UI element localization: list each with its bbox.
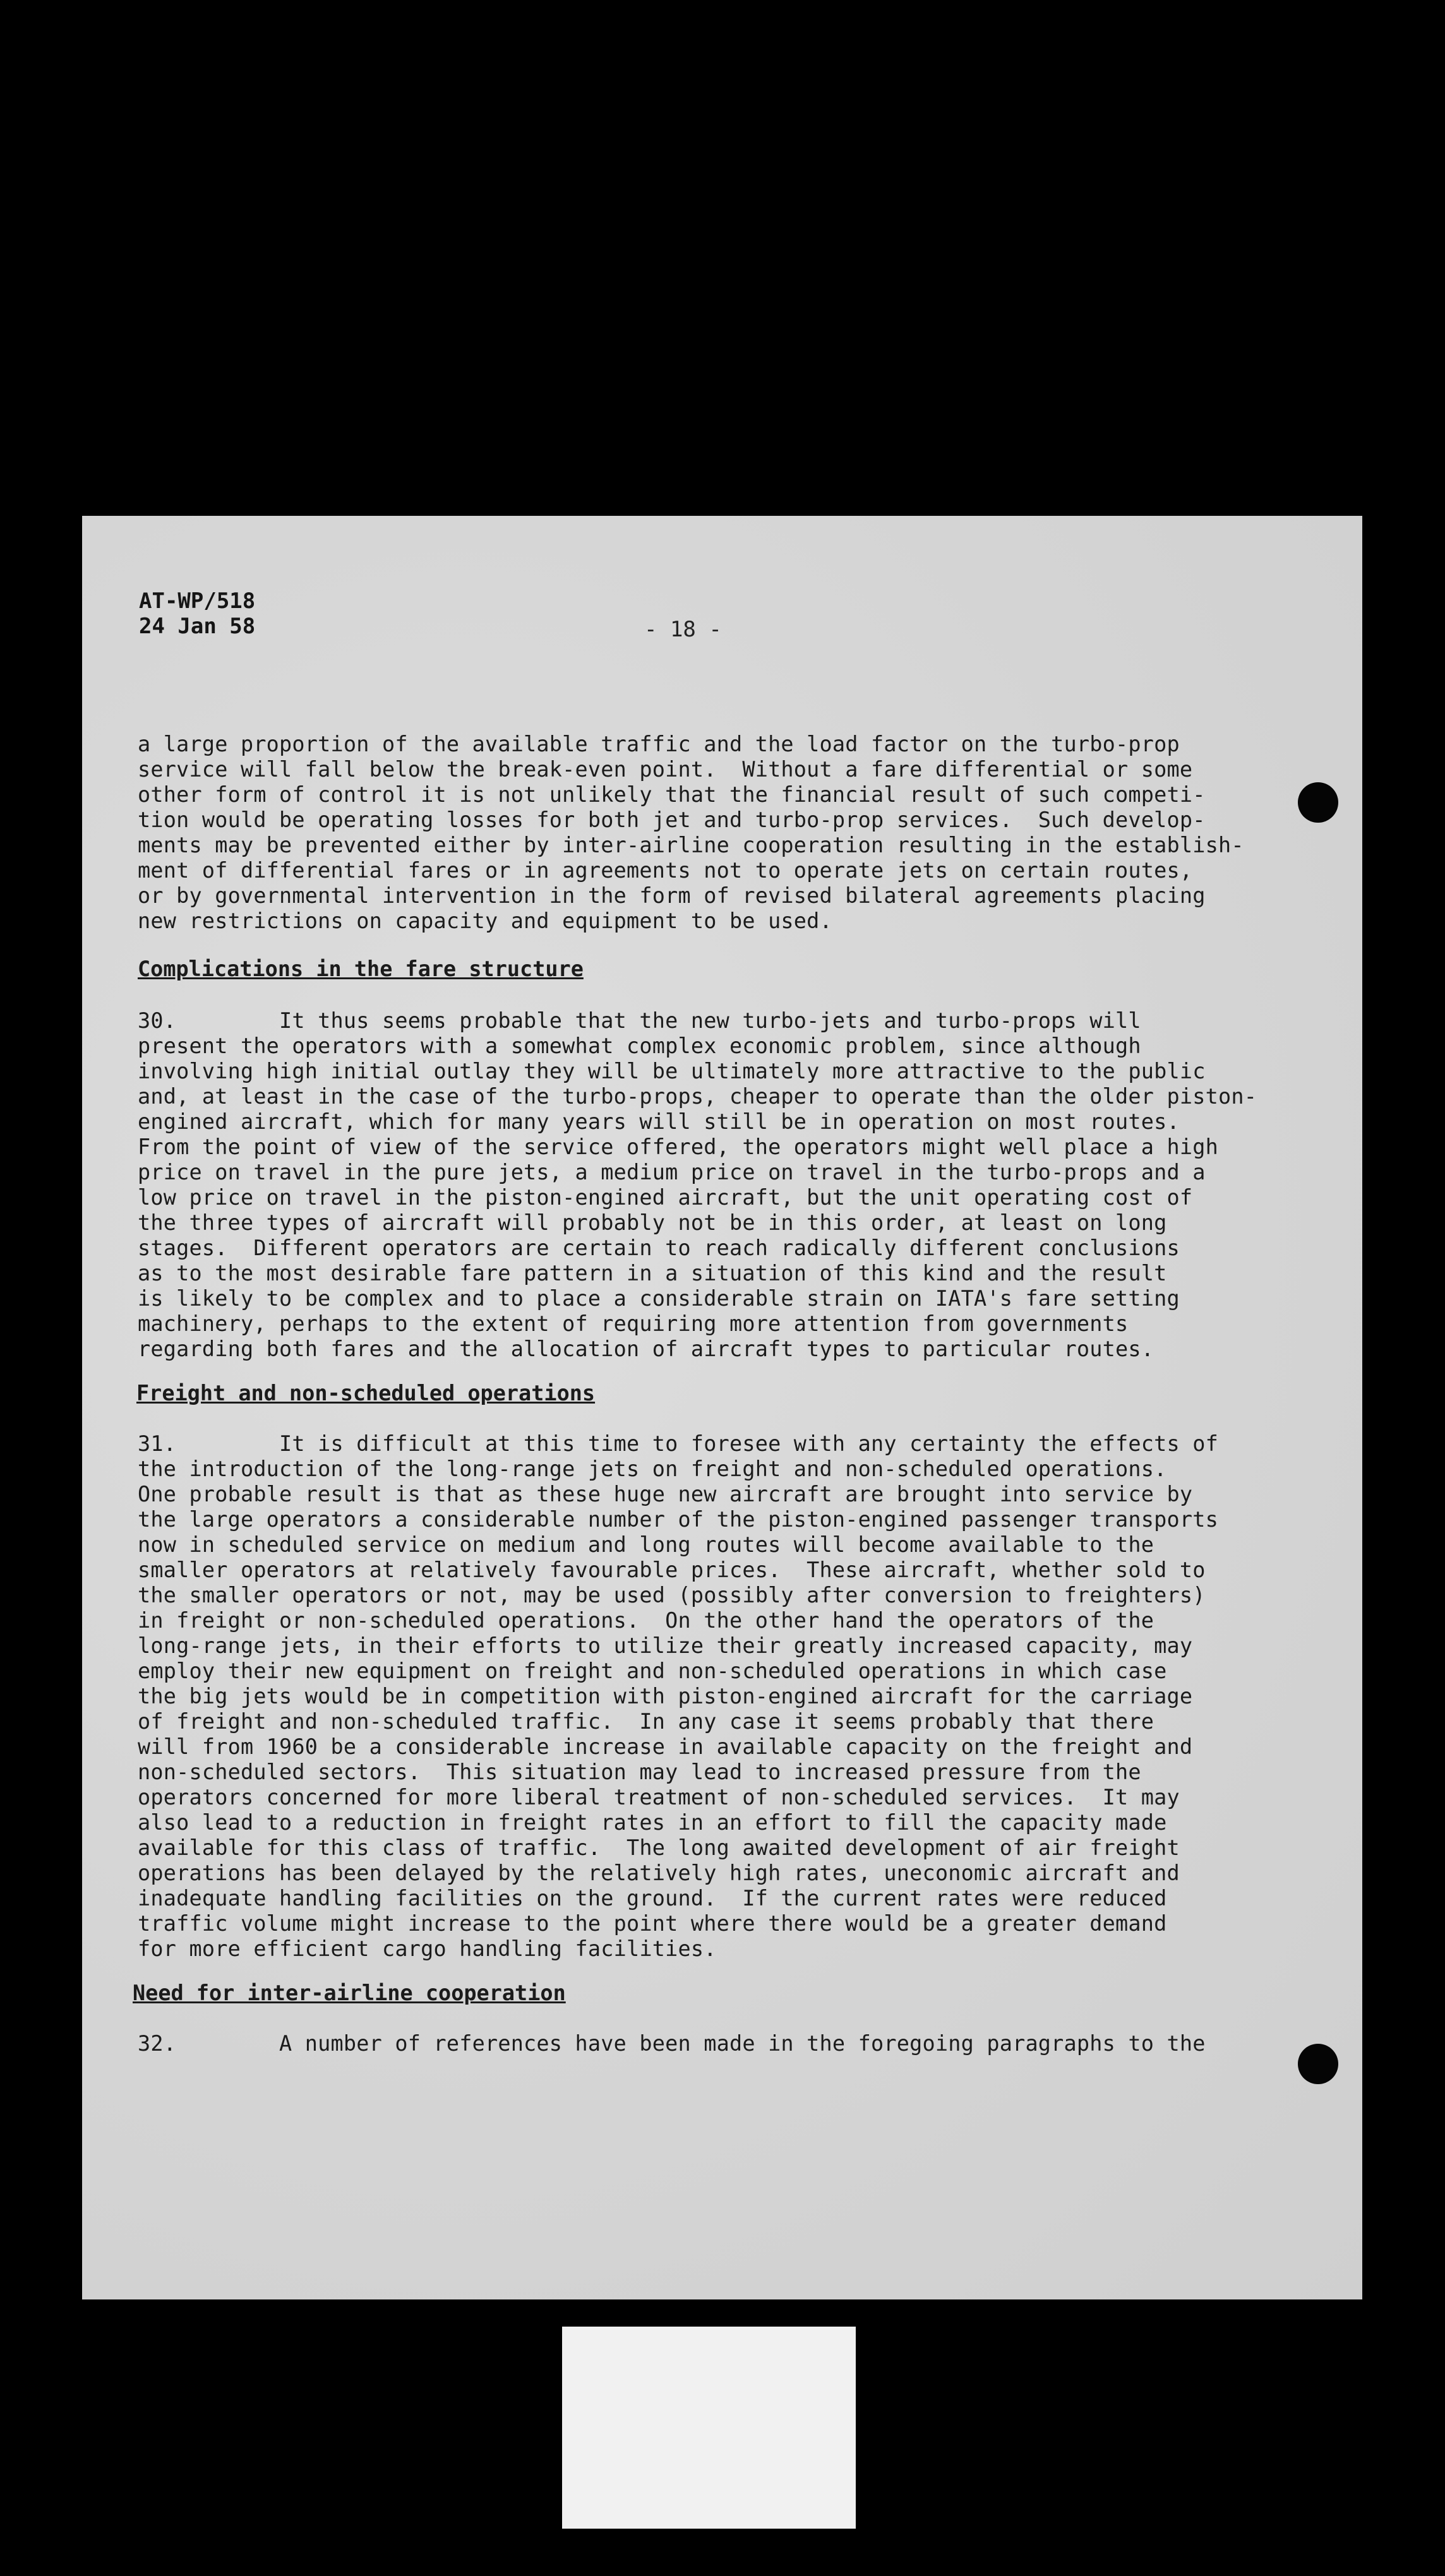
page-number: - 18 - xyxy=(644,617,722,642)
paragraph-31: 31. It is difficult at this time to foresee with any certainty the effects of the introduction of the long-range jets on freight and non-scheduled operations. One probable result is that as these huge new aircraft are brought into service by the large operators a considerable number of the piston-engined passenger transports now in scheduled service on medium and long routes will become available to the smaller operators at relatively favourable prices. These aircraft, whether sold to the smaller operators or not, may be used (possibly after conversion to freighters) in freight or non-scheduled operations. On the other hand the operators of the long-range jets, in their efforts to utilize their greatly increased capacity, may employ their new equipment on freight and non-scheduled operations in which case the big jets would be in competition with piston-engined aircraft for the carriage of freight and non-scheduled traffic. In any case it seems probably that there will from 1960 be a considerable increase in available capacity on the freight and non-scheduled sectors. This situation may lead to increased pressure from the operators concerned for more liberal treatment of non-scheduled services. It may also lead to a reduction in freight rates in an effort to fill the capacity made available for this class of traffic. The long awaited development of air freight operations has been delayed by the relatively high rates, uneconomic aircraft and inadequate handling facilities on the ground. If the current rates were reduced traffic volume might increase to the point where there would be a greater demand for more efficient cargo handling facilities. xyxy=(138,1431,1218,1961)
document-reference xyxy=(139,588,255,639)
document-date: 24 Jan 58 xyxy=(139,614,256,639)
reference-code: AT-WP/518 xyxy=(139,588,256,614)
section-heading-cooperation: Need for inter-airline cooperation xyxy=(133,1981,566,2005)
section-heading-freight: Freight and non-scheduled operations xyxy=(136,1381,596,1405)
scan-target-card xyxy=(562,2327,856,2529)
section-heading-fare-structure: Complications in the fare structure xyxy=(138,957,584,981)
punch-hole-bottom xyxy=(1298,2044,1338,2084)
paragraph-32: 32. A number of references have been made in the foregoing paragraphs to the xyxy=(138,2031,1206,2056)
paragraph-30: 30. It thus seems probable that the new turbo-jets and turbo-props will present the operators with a somewhat complex economic problem, since although involving high initial outlay they will be ultimately more attractive to the public and, at least in the case of the turbo-props, cheaper to operate than the older piston- engined aircraft, which for many years will still be in operation on most routes. From the point of view of the service offered, the operators might well place a high price on travel in the pure jets, a medium price on travel in the turbo-props and a low price on travel in the piston-engined aircraft, but the unit operating cost of the three types of aircraft will probably not be in this order, at least on long stages. Different operators are certain to reach radically different conclusions as to the most desirable fare pattern in a situation of this kind and the result is likely to be complex and to place a considerable strain on IATA's fare setting machinery, perhaps to the extent of requiring more attention from governments regarding both fares and the allocation of aircraft types to particular routes. xyxy=(138,1008,1257,1361)
paragraph-intro: a large proportion of the available traffic and the load factor on the turbo-prop service will fall below the break-even point. Without a fare differential or some other form of control it is not unlikely that the financial result of such competi- tion would be operating losses for both jet and turbo-prop services. Such develop- ments may be prevented either by inter-airline cooperation resulting in the establish- ment of differential fares or in agreements not to operate jets on certain routes, or by governmental intervention in the form of revised bilateral agreements placing new restrictions on capacity and equipment to be used. xyxy=(138,732,1244,933)
punch-hole-top xyxy=(1298,782,1338,823)
document-page xyxy=(82,516,1362,2299)
